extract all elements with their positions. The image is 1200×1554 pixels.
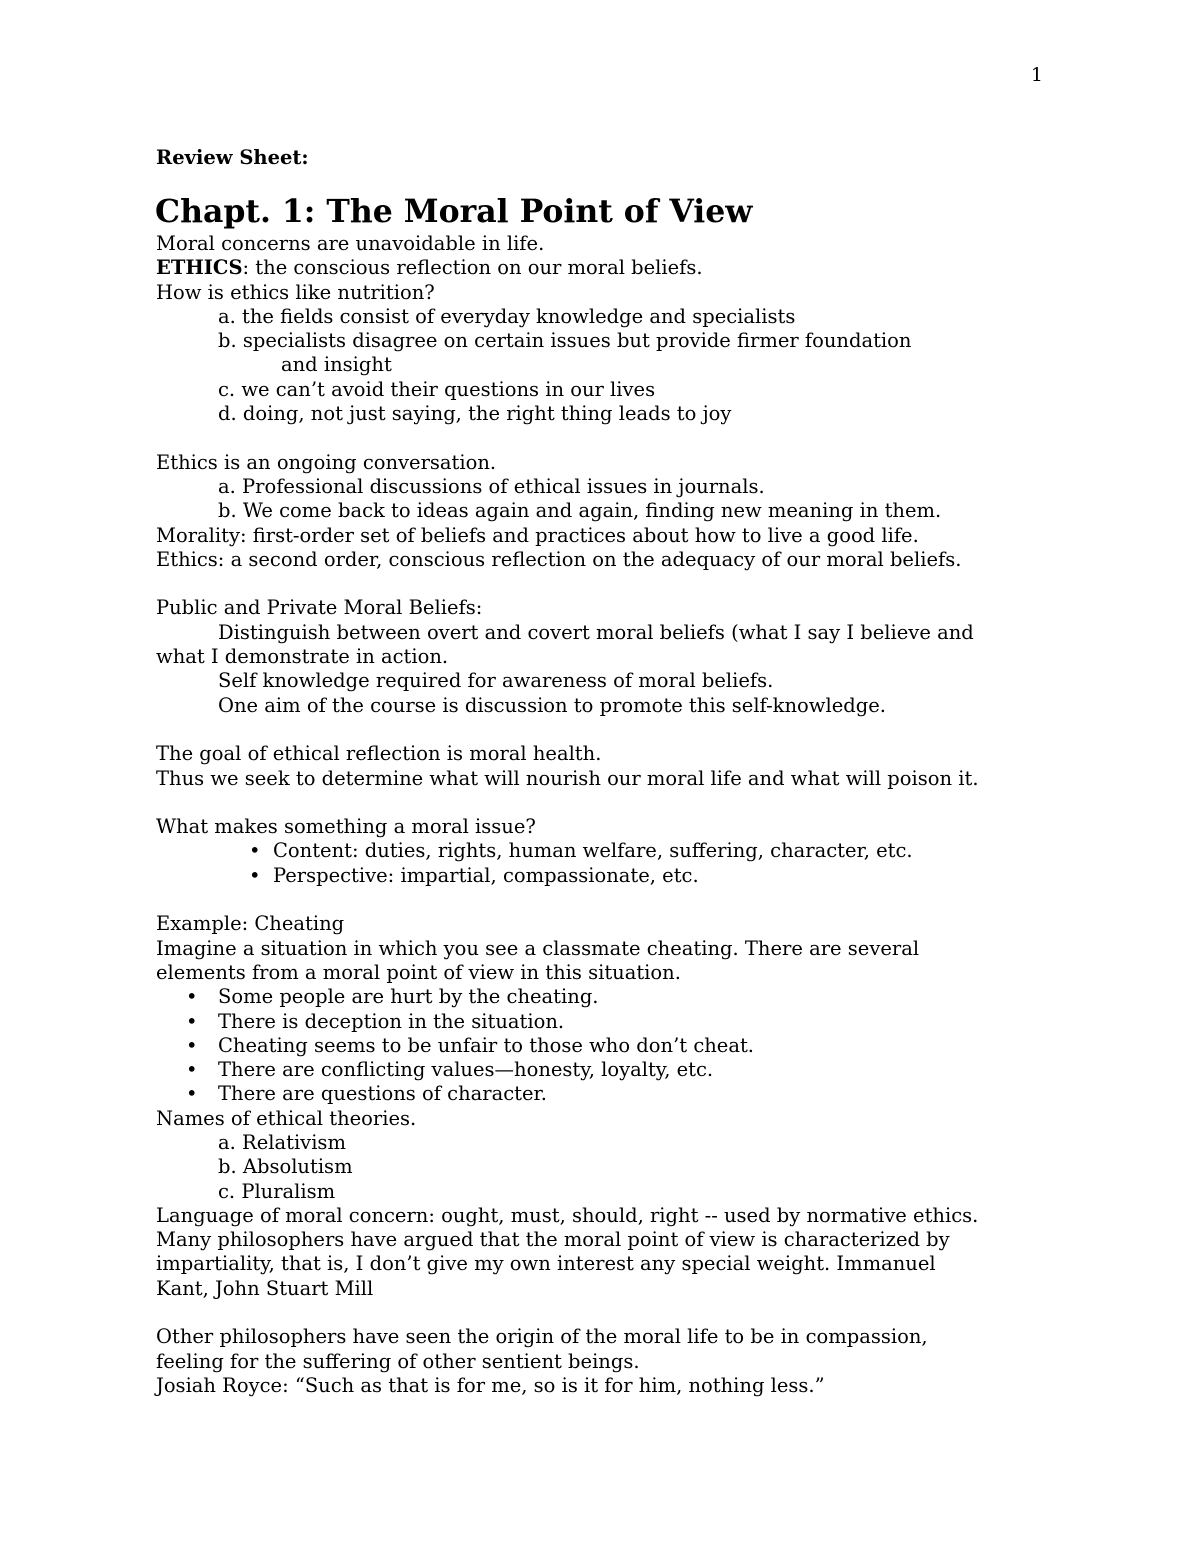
bullet-item xyxy=(156,839,1056,863)
list-item: a. Professional discussions of ethical issues in journals. xyxy=(218,474,765,498)
text-line: Names of ethical theories. xyxy=(156,1106,417,1130)
text-line: How is ethics like nutrition? xyxy=(156,280,435,304)
text-line: Distinguish between overt and covert moral beliefs (what I say I believe and xyxy=(218,620,974,644)
definition-text: : the conscious reflection on our moral beliefs. xyxy=(242,256,703,280)
text-line: Kant, John Stuart Mill xyxy=(156,1276,374,1300)
text-line xyxy=(156,256,1056,280)
text-line: feeling for the suffering of other sentient beings. xyxy=(156,1349,640,1373)
document-body xyxy=(156,232,1056,1398)
bullet-icon: • xyxy=(249,839,261,863)
text-line: Other philosophers have seen the origin of the moral life to be in compassion, xyxy=(156,1325,928,1349)
bullet-text: Content: duties, rights, human welfare, suffering, character, etc. xyxy=(273,839,913,863)
text-line: Thus we seek to determine what will nourish our moral life and what will poison it. xyxy=(156,766,979,790)
text-line: What makes something a moral issue? xyxy=(156,815,536,839)
blank-line xyxy=(156,426,1056,450)
text-line: Ethics is an ongoing conversation. xyxy=(156,450,497,474)
text-line: impartiality, that is, I don’t give my own interest any special weight. Immanuel xyxy=(156,1252,936,1276)
blank-line xyxy=(156,1301,1056,1325)
text-line: Moral concerns are unavoidable in life. xyxy=(156,232,545,255)
list-item: c. Pluralism xyxy=(218,1179,336,1203)
text-line: Josiah Royce: “Such as that is for me, so is it for him, nothing less.” xyxy=(156,1373,825,1397)
bullet-text: There are questions of character. xyxy=(218,1082,547,1106)
text-line: Many philosophers have argued that the moral point of view is characterized by xyxy=(156,1228,950,1252)
text-line: elements from a moral point of view in this situation. xyxy=(156,960,681,984)
bullet-item xyxy=(156,1082,1056,1106)
bullet-item xyxy=(156,1034,1056,1058)
text-line: Language of moral concern: ought, must, should, right -- used by normative ethics. xyxy=(156,1203,979,1227)
chapter-title: Chapt. 1: The Moral Point of View xyxy=(155,193,753,230)
bullet-text: Some people are hurt by the cheating. xyxy=(218,985,599,1009)
list-item: c. we can’t avoid their questions in our lives xyxy=(218,377,656,401)
bullet-text: Perspective: impartial, compassionate, etc. xyxy=(273,863,699,887)
bullet-icon: • xyxy=(186,1009,198,1033)
blank-line xyxy=(156,718,1056,742)
page-number: 1 xyxy=(1030,64,1043,86)
text-line: Self knowledge required for awareness of moral beliefs. xyxy=(218,669,774,693)
bullet-icon: • xyxy=(186,985,198,1009)
bullet-icon: • xyxy=(186,1058,198,1082)
bullet-item xyxy=(156,864,1056,888)
blank-line xyxy=(156,572,1056,596)
list-item: d. doing, not just saying, the right thing leads to joy xyxy=(218,402,732,426)
term-ethics: ETHICS xyxy=(156,256,243,280)
bullet-text: Cheating seems to be unfair to those who don’t cheat. xyxy=(218,1033,754,1057)
bullet-item xyxy=(156,1058,1056,1082)
list-item-continuation: and insight xyxy=(281,353,392,377)
review-sheet-label: Review Sheet: xyxy=(156,146,309,169)
text-line: what I demonstrate in action. xyxy=(156,645,449,669)
list-item: b. specialists disagree on certain issues but provide firmer foundation xyxy=(218,329,912,353)
text-line: The goal of ethical reflection is moral health. xyxy=(156,742,602,766)
bullet-icon: • xyxy=(186,1033,198,1057)
text-line: One aim of the course is discussion to promote this self-knowledge. xyxy=(218,693,886,717)
text-line: Morality: first-order set of beliefs and practices about how to live a good life. xyxy=(156,523,919,547)
text-line: Example: Cheating xyxy=(156,912,345,936)
bullet-icon: • xyxy=(249,863,261,887)
bullet-text: There are conflicting values—honesty, loyalty, etc. xyxy=(218,1058,714,1082)
blank-line xyxy=(156,791,1056,815)
bullet-item xyxy=(156,985,1056,1009)
list-item: b. Absolutism xyxy=(218,1155,353,1179)
blank-line xyxy=(156,888,1056,912)
bullet-icon: • xyxy=(186,1082,198,1106)
text-line: Ethics: a second order, conscious reflection on the adequacy of our moral beliefs. xyxy=(156,547,962,571)
list-item: b. We come back to ideas again and again, finding new meaning in them. xyxy=(218,499,942,523)
bullet-item xyxy=(156,1010,1056,1034)
list-item: a. the fields consist of everyday knowledge and specialists xyxy=(218,304,796,328)
list-item: a. Relativism xyxy=(218,1130,346,1154)
text-line: Imagine a situation in which you see a classmate cheating. There are several xyxy=(156,936,920,960)
text-line: Public and Private Moral Beliefs: xyxy=(156,596,483,620)
bullet-text: There is deception in the situation. xyxy=(218,1009,565,1033)
